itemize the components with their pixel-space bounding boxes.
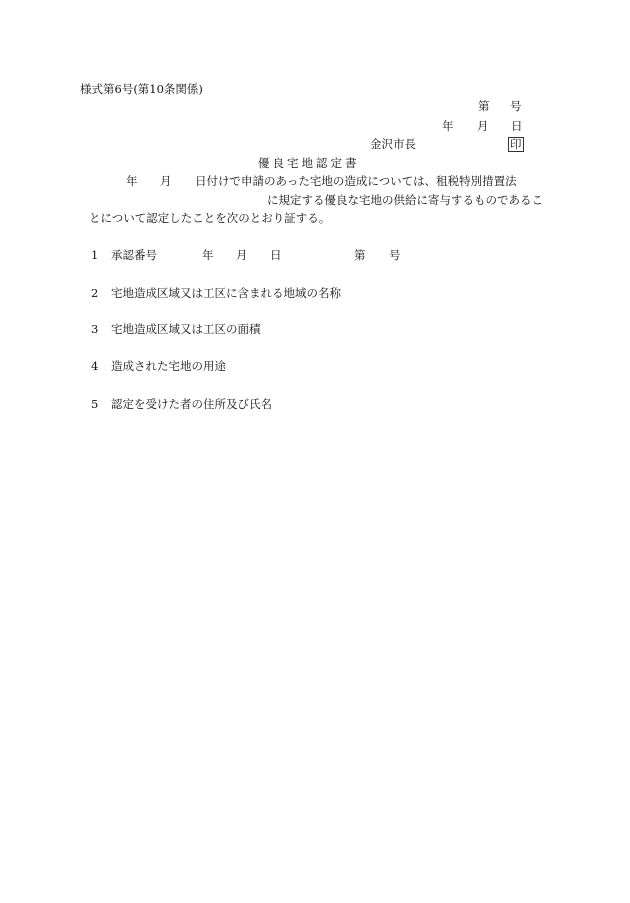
item-3 [91, 324, 261, 336]
item-4-label: 造成された宅地の用途 [111, 359, 226, 373]
item-3-label: 宅地造成区域又は工区の面積 [111, 322, 261, 336]
issue-date-year: 年 [442, 119, 454, 133]
body-line-1-month: 月 [160, 174, 172, 188]
issue-date-day: 日 [511, 119, 523, 133]
item-2-number: 2 [91, 286, 99, 300]
body-line-3-text: とについて認定したことを次のとおり証する。 [89, 211, 331, 225]
item-2 [91, 288, 341, 300]
item-3-number: 3 [91, 322, 99, 336]
seal-mark [508, 137, 524, 152]
item-4-number: 4 [91, 359, 99, 373]
item-1-go: 号 [389, 248, 401, 262]
body-line-1-year: 年 [126, 174, 138, 188]
body-line-2-text: に規定する優良な宅地の供給に寄与するものであるこ [267, 193, 543, 207]
item-1-label: 承認番号 [111, 248, 157, 262]
seal-label: 印 [510, 137, 522, 151]
item-1-month: 月 [236, 248, 248, 262]
item-4 [91, 361, 226, 373]
item-1-dai: 第 [354, 248, 366, 262]
item-5 [91, 399, 272, 411]
item-5-number: 5 [91, 397, 99, 411]
item-1-day: 日 [270, 248, 282, 262]
item-1 [91, 250, 157, 262]
item-2-label: 宅地造成区域又は工区に含まれる地域の名称 [111, 286, 341, 300]
document-number-suffix: 号 [510, 99, 522, 113]
issuer-name: 金沢市長 [370, 137, 416, 151]
item-1-number: 1 [91, 248, 99, 262]
issue-date-month: 月 [477, 119, 489, 133]
body-line-1-text: 日付けで申請のあった宅地の造成については、租税特別措置法 [195, 174, 517, 188]
document-number-prefix: 第 [478, 99, 490, 113]
form-label: 様式第6号(第10条関係) [80, 82, 203, 96]
item-5-label: 認定を受けた者の住所及び氏名 [111, 397, 272, 411]
document-title: 優良宅地認定書 [258, 156, 360, 170]
item-1-year: 年 [202, 248, 214, 262]
